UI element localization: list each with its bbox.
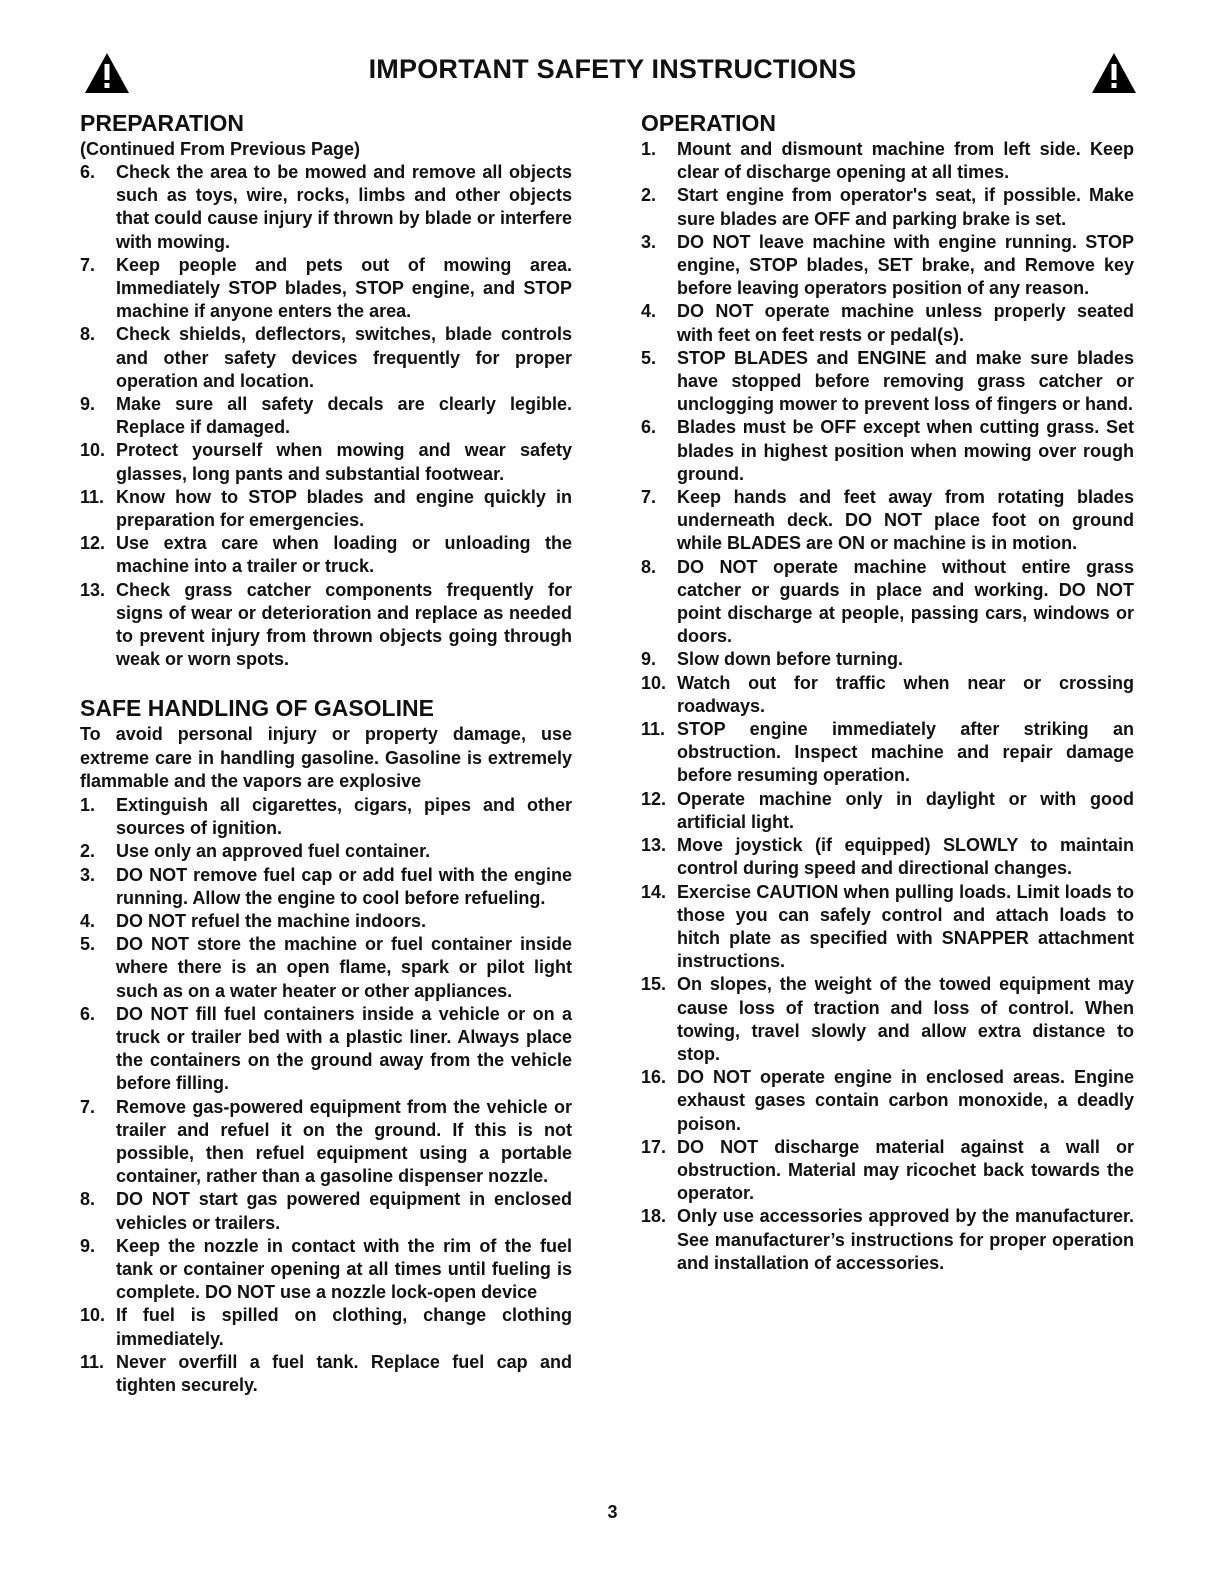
item-text: Keep people and pets out of mowing area. Immediately STOP blades, STOP engine, and STOP machine if anyone enters the area.	[116, 254, 572, 322]
list-item	[80, 1304, 572, 1350]
item-text: Start engine from operator's seat, if possible. Make sure blades are OFF and parking brake is set.	[677, 185, 1134, 229]
item-text: Extinguish all cigarettes, cigars, pipes and other sources of ignition.	[116, 794, 572, 839]
list-item	[641, 834, 1134, 880]
list-item	[80, 1235, 572, 1305]
page-title: IMPORTANT SAFETY INSTRUCTIONS	[368, 54, 857, 84]
item-number: 3.	[641, 231, 657, 252]
item-number: 6.	[641, 417, 657, 438]
list-item	[80, 1096, 572, 1189]
item-text: DO NOT leave machine with engine running. STOP engine, STOP blades, SET brake, and Remove key before leaving operators position of any reason.	[677, 231, 1134, 299]
list-item	[641, 556, 1134, 649]
item-number: 4.	[80, 910, 96, 931]
item-text: DO NOT remove fuel cap or add fuel with the engine running. Allow the engine to cool before refueling.	[116, 864, 572, 908]
item-number: 7.	[80, 1096, 96, 1117]
item-number: 14.	[641, 881, 667, 902]
item-text: Make sure all safety decals are clearly legible. Replace if damaged.	[116, 394, 572, 438]
item-text: Slow down before turning.	[677, 649, 903, 670]
item-text: DO NOT discharge material against a wall or obstruction. Material may ricochet back towards the operator.	[677, 1136, 1134, 1204]
item-number: 4.	[641, 301, 657, 322]
item-number: 1.	[80, 794, 96, 815]
item-text: DO NOT refuel the machine indoors.	[116, 910, 427, 931]
item-text: DO NOT fill fuel containers inside a vehicle or on a truck or trailer bed with a plastic liner. Always place the containers on the ground away from the vehicle before filling.	[116, 1003, 572, 1094]
list-item	[641, 1136, 1134, 1206]
list-item	[641, 138, 1134, 184]
list-item	[641, 416, 1134, 486]
list-item	[80, 1351, 572, 1397]
gasoline-list	[80, 794, 572, 1397]
list-item	[641, 300, 1134, 346]
list-item	[80, 161, 572, 254]
list-item	[80, 794, 572, 840]
list-item	[80, 323, 572, 393]
item-number: 18.	[641, 1206, 667, 1227]
list-item	[80, 532, 572, 578]
item-text: DO NOT operate machine without entire grass catcher or guards in place and working. DO NOT point discharge at people, passing cars, windows or doors.	[677, 556, 1134, 647]
item-number: 5.	[641, 347, 657, 368]
item-number: 8.	[80, 324, 96, 345]
page-header	[0, 52, 1225, 102]
item-number: 13.	[641, 835, 667, 856]
item-text: Use only an approved fuel container.	[116, 841, 431, 862]
item-text: Never overfill a fuel tank. Replace fuel cap and tighten securely.	[116, 1351, 572, 1396]
item-text: If fuel is spilled on clothing, change clothing immediately.	[116, 1305, 572, 1349]
operation-list	[641, 138, 1134, 1275]
item-number: 6.	[80, 1003, 96, 1024]
item-text: Protect yourself when mowing and wear safety glasses, long pants and substantial footwear.	[116, 440, 572, 484]
preparation-list	[80, 161, 572, 671]
item-text: Only use accessories approved by the manufacturer. See manufacturer’s instructions for proper operation and installation of accessories.	[677, 1206, 1134, 1273]
item-text: STOP engine immediately after striking an obstruction. Inspect machine and repair damage before resuming operation.	[677, 719, 1134, 786]
list-item	[641, 788, 1134, 834]
right-column	[641, 108, 1134, 1275]
item-text: DO NOT start gas powered equipment in enclosed vehicles or trailers.	[116, 1189, 572, 1233]
list-item	[80, 486, 572, 532]
item-number: 5.	[80, 934, 96, 955]
list-item	[641, 231, 1134, 301]
list-item	[80, 864, 572, 910]
item-number: 16.	[641, 1067, 667, 1088]
item-number: 12.	[80, 533, 106, 554]
list-item	[641, 973, 1134, 1066]
item-text: Remove gas-powered equipment from the vehicle or trailer and refuel it on the ground. If this is not possible, then refuel equipment using a portable container, rather than a gasoline dispenser nozzle.	[116, 1096, 572, 1187]
item-text: Blades must be OFF except when cutting grass. Set blades in highest position when mowing over rough ground.	[677, 417, 1134, 484]
list-item	[641, 672, 1134, 718]
list-item	[80, 579, 572, 672]
item-number: 2.	[641, 185, 657, 206]
item-number: 12.	[641, 788, 667, 809]
item-text: Mount and dismount machine from left side. Keep clear of discharge opening at all times.	[677, 139, 1134, 183]
page-number: 3	[607, 1502, 618, 1522]
item-number: 10.	[641, 672, 667, 693]
list-item	[80, 933, 572, 1003]
item-text: Check shields, deflectors, switches, blade controls and other safety devices frequently for proper operation and location.	[116, 324, 572, 391]
item-number: 2.	[80, 841, 96, 862]
left-column	[80, 108, 572, 1397]
item-text: Operate machine only in daylight or with good artificial light.	[677, 788, 1134, 832]
gasoline-heading: SAFE HANDLING OF GASOLINE	[80, 695, 434, 722]
item-number: 13.	[80, 579, 106, 600]
gasoline-intro: To avoid personal injury or property damage, use extreme care in handling gasoline. Gasoline is extremely flammable and the vapors are explosive	[80, 724, 572, 792]
item-text: Know how to STOP blades and engine quickly in preparation for emergencies.	[116, 486, 572, 531]
item-number: 3.	[80, 864, 96, 885]
item-text: Check grass catcher components frequently for signs of wear or deterioration and replace as needed to prevent injury from thrown objects going through weak or worn spots.	[116, 579, 572, 670]
item-number: 10.	[80, 1305, 106, 1326]
list-item	[80, 393, 572, 439]
item-number: 9.	[80, 1235, 96, 1256]
item-number: 7.	[80, 254, 96, 275]
item-number: 9.	[641, 649, 657, 670]
operation-heading: OPERATION	[641, 110, 777, 136]
item-text: Keep hands and feet away from rotating blades underneath deck. DO NOT place foot on ground while BLADES are ON or machine is in motion.	[677, 487, 1134, 554]
list-item	[641, 347, 1134, 417]
item-text: Keep the nozzle in contact with the rim of the fuel tank or container opening at all times until fueling is complete. DO NOT use a nozzle lock-open device	[116, 1235, 572, 1303]
item-number: 8.	[80, 1189, 96, 1210]
list-item	[80, 910, 572, 933]
item-number: 8.	[641, 556, 657, 577]
item-number: 6.	[80, 162, 96, 182]
item-number: 7.	[641, 487, 657, 508]
item-text: Check the area to be mowed and remove all objects such as toys, wire, rocks, limbs and other objects that could cause injury if thrown by blade or interfere with mowing.	[116, 162, 572, 252]
item-text: Exercise CAUTION when pulling loads. Limit loads to those you can safely control and attach loads to hitch plate as specified with SNAPPER attachment instructions.	[677, 881, 1134, 972]
list-item	[641, 881, 1134, 974]
item-text: Watch out for traffic when near or crossing roadways.	[677, 672, 1134, 716]
item-text: On slopes, the weight of the towed equipment may cause loss of traction and loss of control. When towing, travel slowly and allow extra distance to stop.	[677, 974, 1134, 1064]
list-item	[80, 1003, 572, 1096]
warning-triangle-icon	[1091, 52, 1137, 94]
list-item	[80, 439, 572, 485]
item-text: DO NOT operate engine in enclosed areas. Engine exhaust gases contain carbon monoxide, a deadly poison.	[677, 1067, 1134, 1134]
list-item	[80, 1188, 572, 1234]
item-number: 11.	[80, 1351, 105, 1372]
continued-note: (Continued From Previous Page)	[80, 139, 361, 159]
item-text: STOP BLADES and ENGINE and make sure blades have stopped before removing grass catcher or unclogging mower to prevent loss of fingers or hand.	[677, 347, 1134, 415]
item-number: 15.	[641, 974, 667, 995]
preparation-heading: PREPARATION	[80, 110, 244, 136]
item-text: DO NOT store the machine or fuel container inside where there is an open flame, spark or pilot light such as on a water heater or other appliances.	[116, 934, 572, 1001]
list-item	[641, 184, 1134, 230]
list-item	[641, 1066, 1134, 1136]
item-text: Move joystick (if equipped) SLOWLY to maintain control during speed and directional changes.	[677, 835, 1134, 879]
list-item	[80, 254, 572, 324]
item-text: Use extra care when loading or unloading the machine into a trailer or truck.	[116, 533, 572, 577]
item-number: 10.	[80, 440, 106, 461]
list-item	[80, 840, 572, 863]
list-item	[641, 648, 1134, 671]
item-text: DO NOT operate machine unless properly seated with feet on feet rests or pedal(s).	[677, 301, 1134, 345]
list-item	[641, 486, 1134, 556]
item-number: 1.	[641, 139, 657, 159]
item-number: 11.	[80, 486, 105, 507]
list-item	[641, 718, 1134, 788]
item-number: 9.	[80, 394, 96, 415]
list-item	[641, 1205, 1134, 1275]
item-number: 11.	[641, 719, 666, 740]
item-number: 17.	[641, 1136, 667, 1157]
